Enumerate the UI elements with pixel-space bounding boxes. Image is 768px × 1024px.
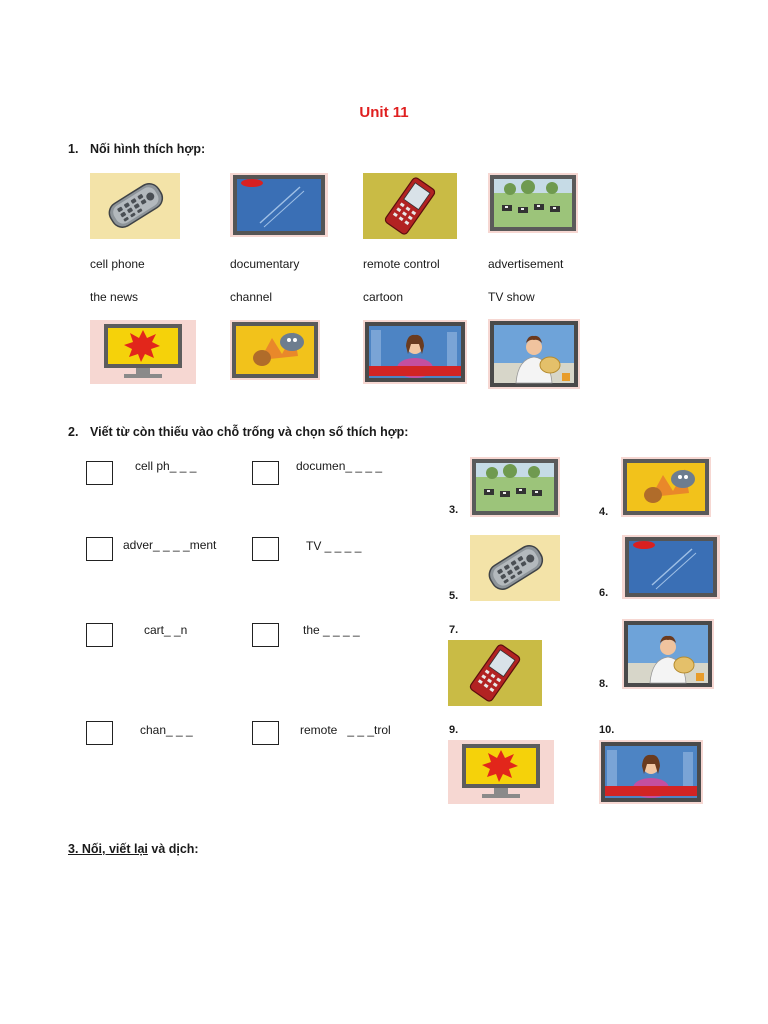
word-cell-phone: cell phone [90, 257, 145, 271]
cooking-show-tv-icon [622, 619, 714, 689]
blank-tv-icon [622, 535, 720, 599]
cell-phone-icon [448, 640, 542, 706]
cartoon-tv-icon [621, 457, 711, 517]
picture-number: 7. [449, 624, 459, 636]
answer-box[interactable] [86, 461, 113, 485]
picture-number: 10. [599, 724, 615, 736]
cooking-show-tv-icon [488, 319, 580, 389]
answer-box[interactable] [252, 721, 279, 745]
cell-phone-icon [363, 173, 457, 239]
remote-control-icon [470, 535, 560, 601]
blank-tv-icon [230, 173, 328, 237]
word-remote-control: remote control [363, 257, 440, 271]
picture-number: 8. [599, 678, 609, 690]
tv-show-cows-icon [488, 173, 578, 233]
picture-number: 9. [449, 724, 459, 736]
section-1-number: 1. [68, 142, 79, 156]
buy-now-tv-icon [448, 740, 554, 804]
section-2-number: 2. [68, 425, 79, 439]
word-the-news: the news [90, 290, 139, 304]
tv-show-cows-icon [470, 457, 560, 517]
fill-word: chan_ _ _ [140, 723, 193, 737]
fill-word: adver_ _ _ _ment [123, 538, 217, 552]
answer-box[interactable] [252, 537, 279, 561]
news-anchor-tv-icon [363, 320, 467, 384]
answer-box[interactable] [86, 537, 113, 561]
fill-word: the _ _ _ _ [303, 623, 360, 637]
section-3-text: và dịch: [147, 842, 199, 856]
word-channel: channel [230, 290, 273, 304]
word-tv-show: TV show [488, 290, 535, 304]
section-3-heading [68, 842, 199, 856]
section-1-heading [68, 142, 205, 156]
fill-word: documen_ _ _ _ [296, 459, 383, 473]
picture-number: 4. [599, 506, 609, 518]
fill-word: TV _ _ _ _ [306, 539, 362, 553]
page-title: Unit 11 [359, 104, 409, 121]
section-3-text-underlined: 3. Nối, viết lại [68, 842, 148, 856]
news-anchor-tv-icon [599, 740, 703, 804]
fill-word: remote _ _ _trol [300, 723, 391, 737]
cartoon-tv-icon [230, 320, 320, 380]
fill-word: cart_ _n [144, 623, 188, 637]
answer-box[interactable] [86, 721, 113, 745]
picture-number: 6. [599, 587, 609, 599]
picture-number: 3. [449, 504, 459, 516]
fill-word: cell ph_ _ _ [135, 459, 197, 473]
answer-box[interactable] [86, 623, 113, 647]
section-2-text: Viết từ còn thiếu vào chỗ trống và chọn số thích hợp: [90, 425, 409, 439]
picture-number: 5. [449, 590, 459, 602]
section-2-heading [68, 425, 408, 439]
word-cartoon: cartoon [363, 290, 404, 304]
word-documentary: documentary [230, 257, 300, 271]
section-1-text: Nối hình thích hợp: [90, 142, 206, 156]
buy-now-tv-icon [90, 320, 196, 384]
answer-box[interactable] [252, 623, 279, 647]
word-advertisement: advertisement [488, 257, 564, 271]
answer-box[interactable] [252, 461, 279, 485]
remote-control-icon [90, 173, 180, 239]
